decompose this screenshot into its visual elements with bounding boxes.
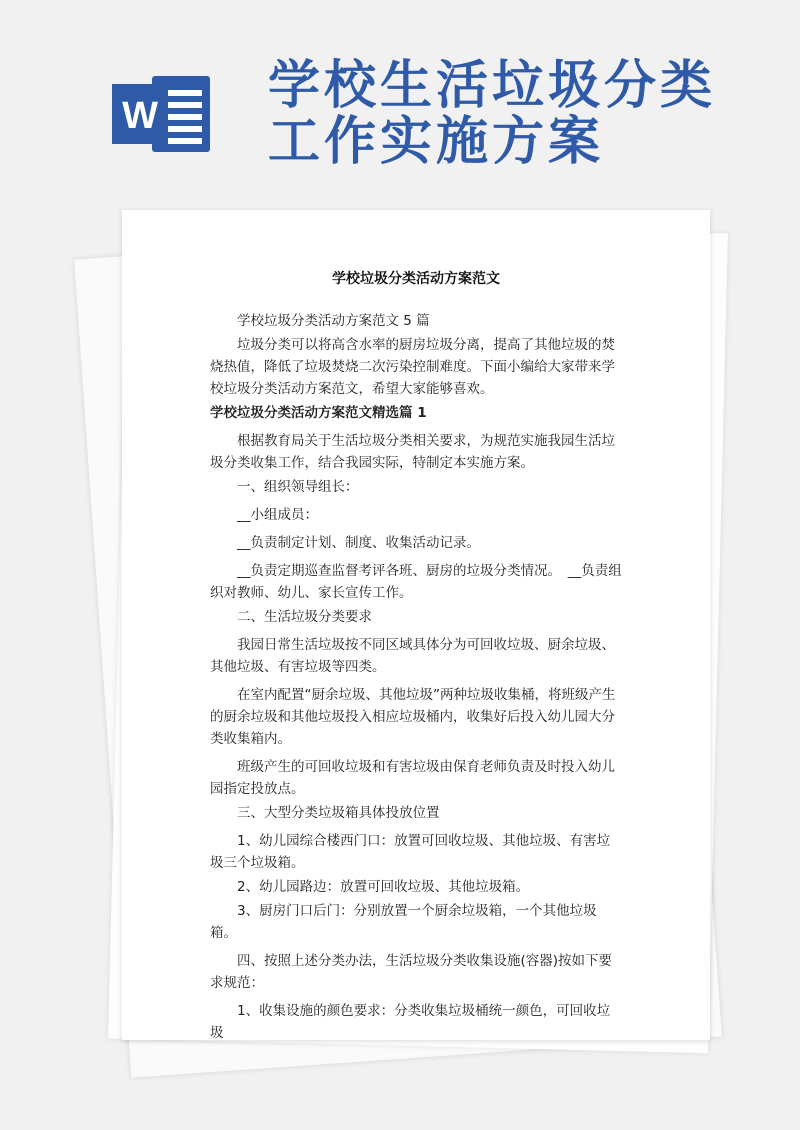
paragraph: 一、组织领导组长： xyxy=(237,479,359,495)
paragraph-list xyxy=(210,310,622,1040)
paragraph: 三、大型分类垃圾箱具体投放位置 xyxy=(237,805,440,821)
paragraph: __负责制定计划、制度、收集活动记录。 xyxy=(237,535,480,551)
paragraph: 2、幼儿园路边：放置可回收垃圾、其他垃圾箱。 xyxy=(237,879,530,895)
paragraph: 在室内配置“厨余垃圾、其他垃圾”两种垃圾收集桶，将班级产生的厨余垃圾和其他垃圾投入相应垃圾桶内，收集好后投入幼儿园大分类收集箱内。 xyxy=(210,687,616,747)
paragraph: 四、按照上述分类办法，生活垃圾分类收集设施(容器)按如下要求规范： xyxy=(210,953,613,991)
document-page xyxy=(122,210,710,1040)
paragraph: 3、厨房门口后门：分别放置一个厨余垃圾箱，一个其他垃圾箱。 xyxy=(210,903,597,941)
paragraph: 根据教育局关于生活垃圾分类相关要求，为规范实施我园生活垃圾分类收集工作，结合我园实际，特制定本实施方案。 xyxy=(210,433,615,471)
paragraph: 1、收集设施的颜色要求：分类收集垃圾桶统一颜色，可回收垃圾 xyxy=(210,1003,611,1040)
paragraph: 班级产生的可回收垃圾和有害垃圾由保育老师负责及时投入幼儿园指定投放点。 xyxy=(210,759,615,797)
paragraph: 垃圾分类可以将高含水率的厨房垃圾分离，提高了其他垃圾的焚烧热值，降低了垃圾焚烧二次污染控制难度。下面小编给大家带来学校垃圾分类活动方案范文，希望大家能够喜欢。 xyxy=(210,337,615,397)
header xyxy=(0,0,800,200)
paragraph: __负责定期巡查监督考评各班、厨房的垃圾分类情况。 __负责组织对教师、幼儿、家长宣传工作。 xyxy=(210,563,622,601)
paragraph: 1、幼儿园综合楼西门口：放置可回收垃圾、其他垃圾、有害垃圾三个垃圾箱。 xyxy=(210,833,611,871)
word-document-icon xyxy=(112,72,212,156)
paragraph: 二、生活垃圾分类要求 xyxy=(237,609,372,625)
paragraph: 我园日常生活垃圾按不同区域具体分为可回收垃圾、厨余垃圾、其他垃圾、有害垃圾等四类。 xyxy=(210,637,615,675)
paragraph: __小组成员： xyxy=(237,507,318,523)
word-icon-letter: W xyxy=(122,95,158,137)
document-title: 学校垃圾分类活动方案范文 xyxy=(332,271,500,287)
banner-title-line-2: 工作实施方案 xyxy=(268,111,605,172)
document-content xyxy=(210,268,622,1040)
banner-title-line-1: 学校生活垃圾分类 xyxy=(268,55,717,116)
paragraph: 学校垃圾分类活动方案范文 5 篇 xyxy=(237,313,430,329)
paragraph: 学校垃圾分类活动方案范文精选篇 1 xyxy=(210,405,427,421)
